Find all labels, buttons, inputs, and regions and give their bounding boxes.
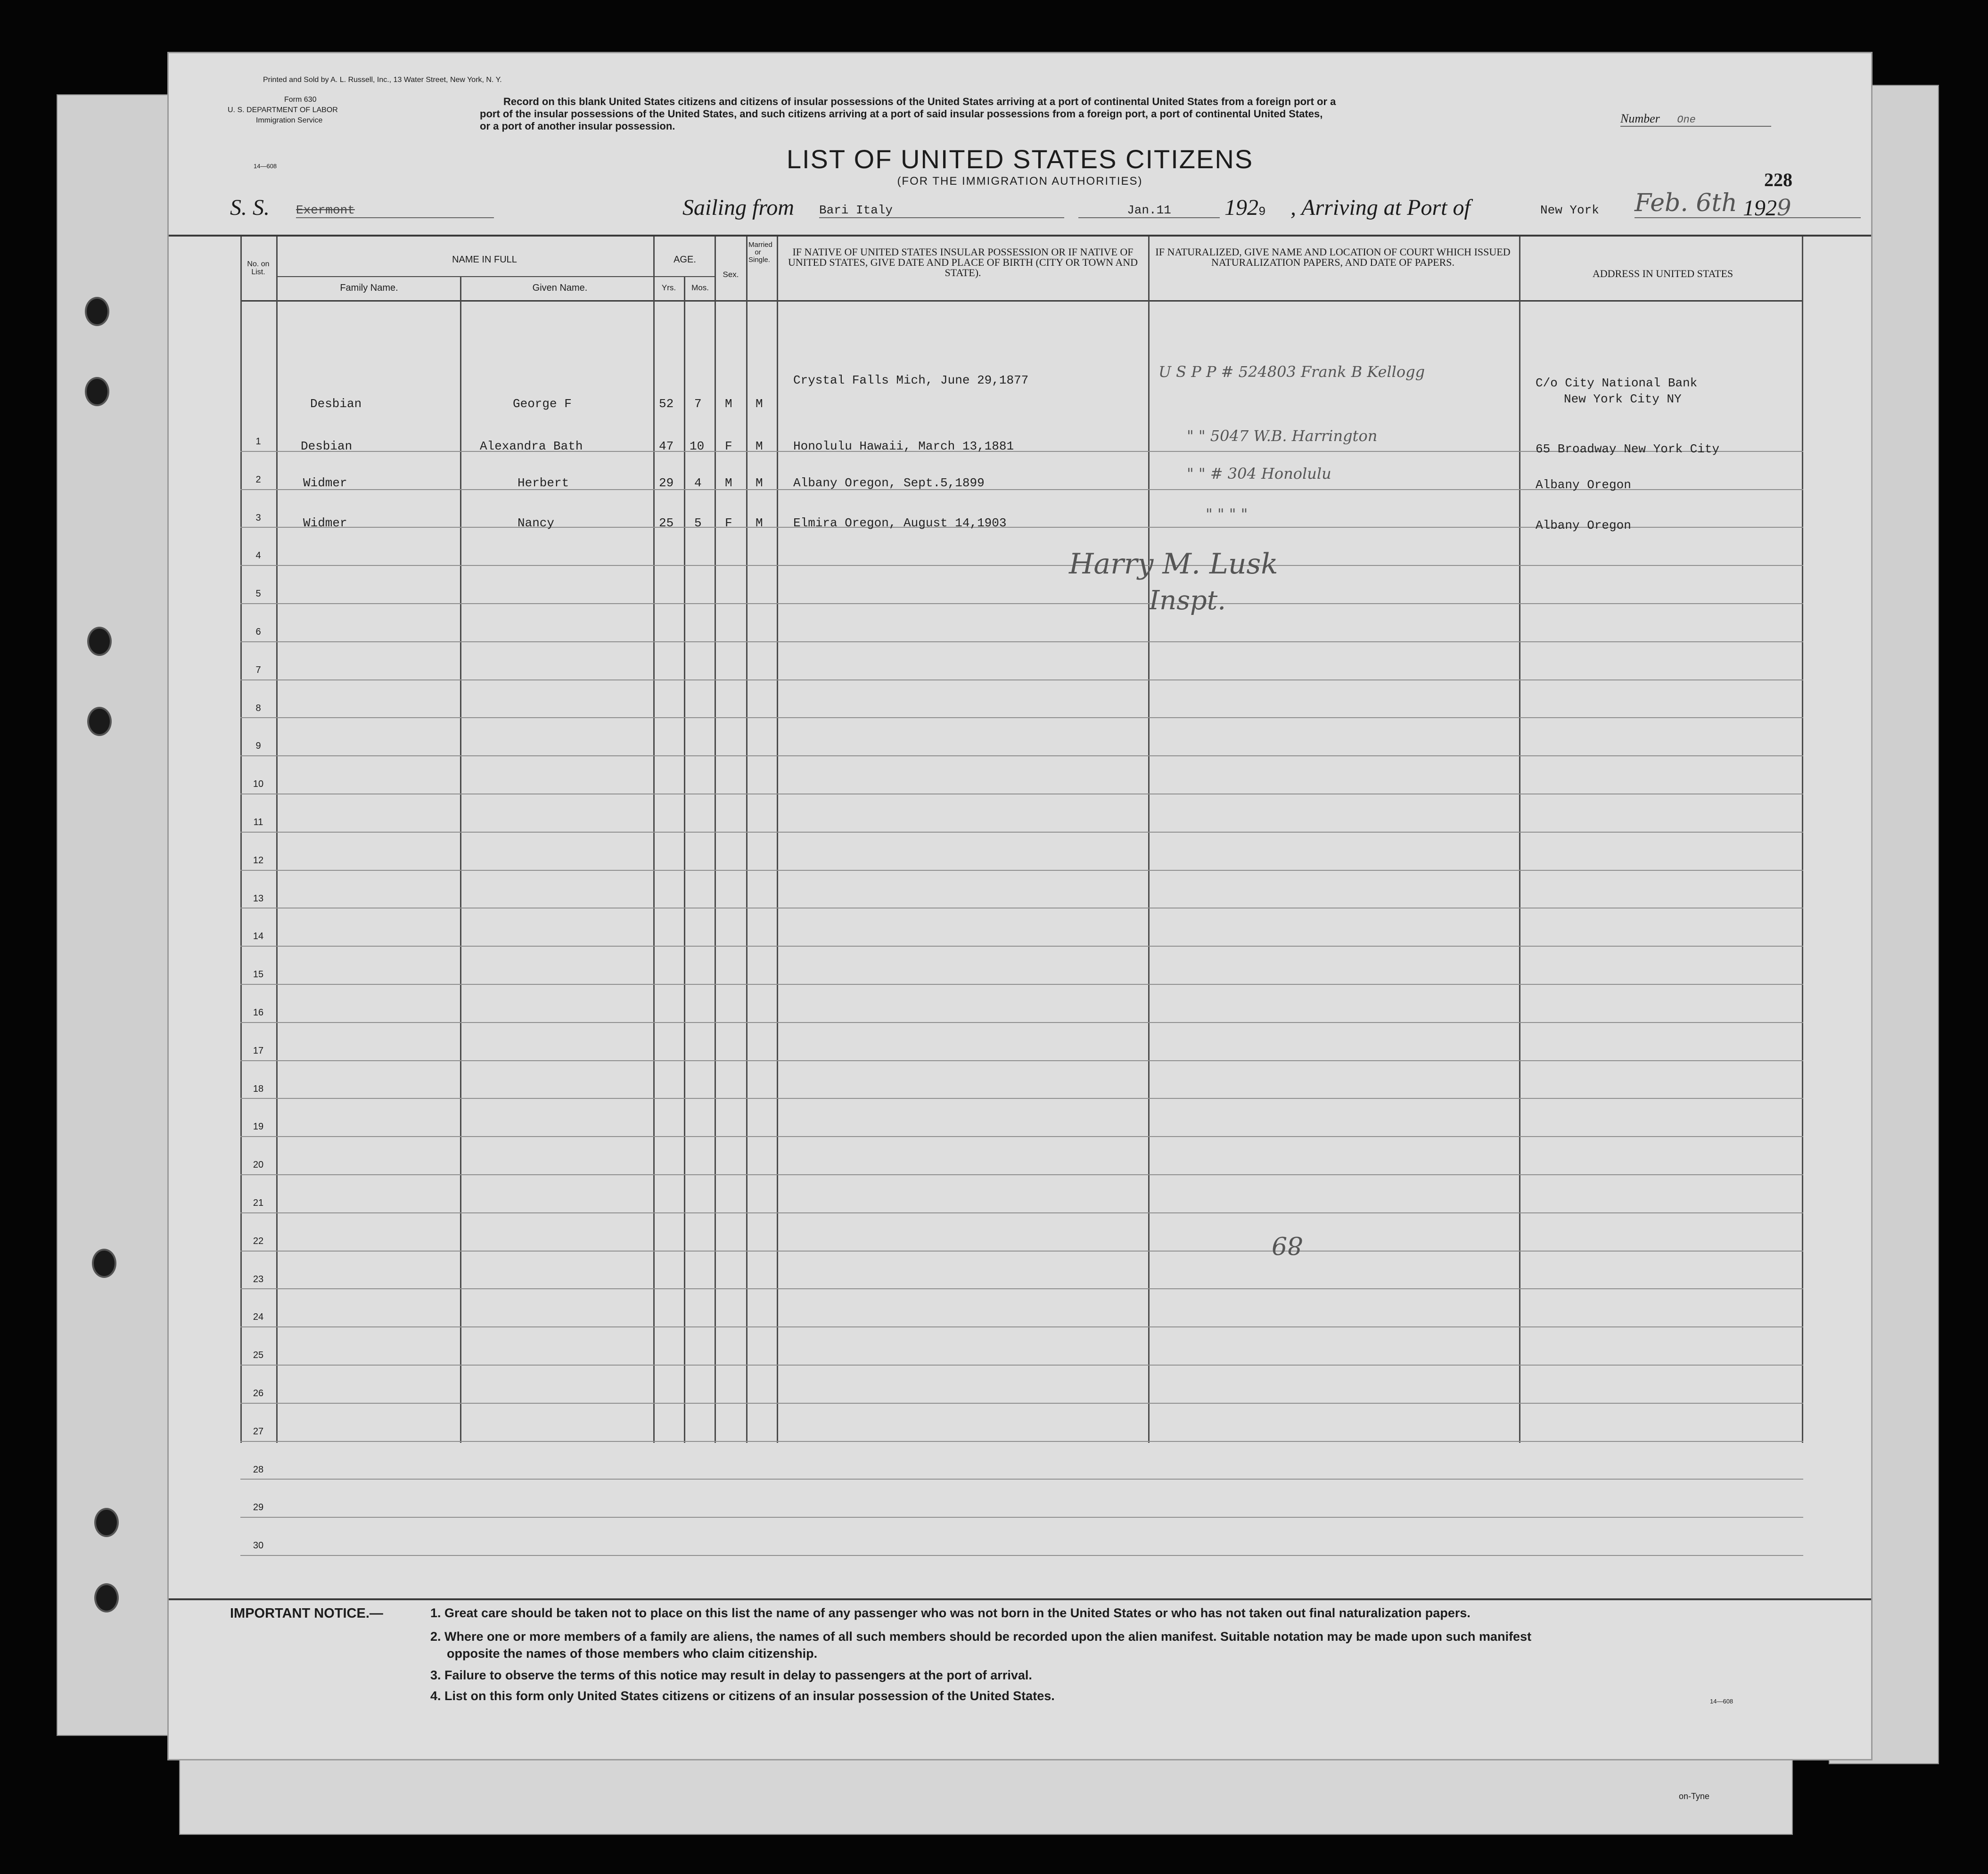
row-rule <box>240 1555 1803 1556</box>
punch-hole <box>85 377 109 406</box>
department: U. S. DEPARTMENT OF LABOR <box>228 106 338 114</box>
col-line <box>276 237 278 1443</box>
row-rule <box>240 946 1803 947</box>
row-rule <box>240 1288 1803 1289</box>
header-name-subline <box>277 276 715 277</box>
sex: M <box>725 476 732 490</box>
col-line <box>240 237 242 1443</box>
row-rule <box>240 1479 1803 1480</box>
sex: M <box>725 397 732 411</box>
under-sheet-left <box>57 94 181 1736</box>
year-suffix-1: 9 <box>1258 205 1266 219</box>
row-number: 27 <box>253 1426 264 1437</box>
row-rule <box>240 717 1803 718</box>
manifest-table <box>169 235 1871 1600</box>
ss-label: S. S. <box>230 195 270 220</box>
number-value: One <box>1677 114 1696 126</box>
port-from: Bari Italy <box>819 203 1064 218</box>
row-rule <box>240 1212 1803 1213</box>
page-subtitle: (FOR THE IMMIGRATION AUTHORITIES) <box>897 175 1143 188</box>
row-rule <box>240 1098 1803 1099</box>
naturalization: U S P P # 524803 Frank B Kellogg <box>1158 363 1425 381</box>
notice-heading: IMPORTANT NOTICE.— <box>230 1606 383 1621</box>
row-number: 1 <box>255 436 261 447</box>
form-code-top: 14—608 <box>254 163 277 170</box>
header-naturalized: IF NATURALIZED, GIVE NAME AND LOCATION OF COURT WHICH ISSUED NATURALIZATION PAPERS, AND DATE OF PAPERS. <box>1155 246 1511 268</box>
address-line-1: C/o City National Bank <box>1536 376 1698 390</box>
address-line-1: Albany Oregon <box>1536 478 1631 492</box>
marital-status: M <box>756 439 763 453</box>
instructions-line-3: or a port of another insular possession. <box>480 120 675 132</box>
year-2 <box>1743 195 1791 221</box>
inspector-signature: Harry M. Lusk <box>1069 548 1278 581</box>
row-number: 29 <box>253 1502 264 1513</box>
row-rule <box>240 1326 1803 1327</box>
row-number: 25 <box>253 1350 264 1361</box>
address-line-1: 65 Broadway New York City <box>1536 442 1720 456</box>
row-number: 14 <box>253 931 264 942</box>
row-number: 10 <box>253 779 264 790</box>
instructions-line-2: port of the insular possessions of the United States, and such citizens arriving at a port of said insular possessions from a foreign port, a port of continental United States, <box>480 108 1323 120</box>
notice-item-4: 4. List on this form only United States citizens or citizens of an insular possession of the United States. <box>430 1689 1055 1703</box>
port-to: New York <box>1540 203 1599 217</box>
stray-mark: 89 <box>1272 1231 1303 1259</box>
notice-item-1: 1. Great care should be taken not to place on this list the name of any passenger who was not born in the United States or who has not taken out final naturalization papers. <box>430 1606 1470 1620</box>
col-line <box>1148 237 1150 1443</box>
naturalization: " " " " <box>1206 505 1248 523</box>
row-rule <box>240 1441 1803 1442</box>
row-rule <box>240 870 1803 871</box>
row-number: 4 <box>255 550 261 561</box>
page-title: LIST OF UNITED STATES CITIZENS <box>786 144 1254 174</box>
row-number: 20 <box>253 1160 264 1170</box>
instructions-line-1: Record on this blank United States citizens and citizens of insular possessions of the United States arriving at a port of continental United States from a foreign port or a <box>503 96 1336 107</box>
row-number: 3 <box>255 512 261 523</box>
header-family-name: Family Name. <box>340 283 398 293</box>
age-mos: 10 <box>690 439 705 453</box>
row-rule <box>240 1403 1803 1404</box>
birth-place-date: Honolulu Hawaii, March 13,1881 <box>793 439 1014 453</box>
row-number: 21 <box>253 1198 264 1208</box>
notice-item-2b: opposite the names of those members who claim citizenship. <box>447 1646 818 1661</box>
row-rule <box>240 984 1803 985</box>
row-rule <box>240 603 1803 604</box>
row-number: 15 <box>253 969 264 980</box>
row-number: 24 <box>253 1312 264 1323</box>
row-number: 6 <box>255 627 261 637</box>
family-name: Widmer <box>303 516 347 530</box>
number-label: Number <box>1620 112 1660 125</box>
row-number: 19 <box>253 1121 264 1132</box>
naturalization: " " 5047 W.B. Harrington <box>1187 427 1378 445</box>
header-address: ADDRESS IN UNITED STATES <box>1592 268 1733 279</box>
row-number: 8 <box>255 703 261 713</box>
given-name: George F <box>513 397 572 411</box>
row-number: 5 <box>255 589 261 599</box>
form-code-bottom: 14—608 <box>1710 1698 1733 1705</box>
year-1 <box>1224 195 1266 221</box>
arriving-label: , Arriving at Port of <box>1290 195 1470 220</box>
punch-hole <box>92 1249 116 1278</box>
row-number: 23 <box>253 1274 264 1285</box>
age-yrs: 52 <box>659 397 674 411</box>
marital-status: M <box>756 516 763 530</box>
row-rule <box>240 1365 1803 1366</box>
row-number: 22 <box>253 1236 264 1246</box>
age-yrs: 47 <box>659 439 674 453</box>
col-line <box>715 237 716 1443</box>
header-no-on-list: No. on List. <box>247 260 270 276</box>
voyage-line <box>230 189 1842 228</box>
punch-hole <box>87 707 112 736</box>
printer-line: Printed and Sold by A. L. Russell, Inc., 13 Water Street, New York, N. Y. <box>263 76 502 84</box>
given-name: Herbert <box>518 476 569 490</box>
header-sex: Sex. <box>723 270 739 279</box>
row-rule <box>240 679 1803 680</box>
age-mos: 4 <box>694 476 702 490</box>
row-rule <box>240 1136 1803 1137</box>
service: Immigration Service <box>256 116 323 124</box>
punch-hole <box>87 627 112 656</box>
row-number: 11 <box>253 817 263 827</box>
row-rule <box>240 1060 1803 1061</box>
age-mos: 7 <box>694 397 702 411</box>
family-name: Desbian <box>310 397 362 411</box>
row-number: 16 <box>253 1007 264 1018</box>
row-rule <box>240 755 1803 756</box>
sailing-label: Sailing from <box>682 195 794 220</box>
given-name: Alexandra Bath <box>480 439 583 453</box>
row-rule <box>240 1251 1803 1252</box>
header-given-name: Given Name. <box>532 283 588 293</box>
header-bottom-line <box>242 300 1802 302</box>
year-prefix-1: 192 <box>1224 195 1258 220</box>
year-suffix-2: 9 <box>1777 195 1791 221</box>
col-line <box>653 237 655 1443</box>
row-number: 26 <box>253 1388 264 1399</box>
birth-place-date: Crystal Falls Mich, June 29,1877 <box>793 373 1029 387</box>
notice-item-2a: 2. Where one or more members of a family are aliens, the names of all such members should be recorded upon the alien manifest. Suitable notation may be made upon such manifest <box>430 1629 1532 1644</box>
row-rule <box>240 1022 1803 1023</box>
page-number: 228 <box>1764 169 1792 190</box>
ship-name: Exermont <box>296 203 494 218</box>
sail-date: Jan.11 <box>1078 203 1220 218</box>
header-age: AGE. <box>674 254 696 265</box>
form-number: Form 630 <box>284 96 317 104</box>
row-number: 9 <box>255 741 261 752</box>
address-line-2: New York City NY <box>1564 392 1682 406</box>
marital-status: M <box>756 397 763 411</box>
sex: F <box>725 516 732 530</box>
birth-place-date: Albany Oregon, Sept.5,1899 <box>793 476 985 490</box>
age-yrs: 25 <box>659 516 674 530</box>
arrival-date: Feb. 6th <box>1635 189 1861 218</box>
header-yrs: Yrs. <box>661 283 676 292</box>
row-rule <box>240 641 1803 642</box>
row-number: 17 <box>253 1045 264 1056</box>
row-number: 18 <box>253 1083 264 1094</box>
col-line <box>1519 237 1520 1443</box>
col-line <box>1802 237 1803 1443</box>
marital-status: M <box>756 476 763 490</box>
age-mos: 5 <box>694 516 702 530</box>
age-yrs: 29 <box>659 476 674 490</box>
row-rule <box>240 565 1803 566</box>
punch-hole <box>94 1508 119 1537</box>
col-line <box>746 237 748 1443</box>
address-line-1: Albany Oregon <box>1536 518 1631 532</box>
row-rule <box>240 832 1803 833</box>
inspector-title: Inspt. <box>1149 585 1226 616</box>
punch-hole <box>94 1583 119 1612</box>
header-married-or-single: Married or Single. <box>748 241 772 264</box>
header-mos: Mos. <box>691 283 709 292</box>
number-field <box>1620 112 1771 127</box>
row-number: 13 <box>253 893 264 904</box>
row-rule <box>240 1174 1803 1175</box>
row-number: 2 <box>255 474 261 485</box>
given-name: Nancy <box>518 516 555 530</box>
naturalization: " " # 304 Honolulu <box>1187 465 1331 483</box>
family-name: Desbian <box>301 439 353 453</box>
notice-item-3: 3. Failure to observe the terms of this notice may result in delay to passengers at the port of arrival. <box>430 1668 1032 1682</box>
row-number: 7 <box>255 664 261 675</box>
row-number: 30 <box>253 1540 264 1551</box>
sex: F <box>725 439 732 453</box>
col-line <box>777 237 778 1443</box>
col-line <box>684 277 685 1443</box>
punch-hole <box>85 297 109 326</box>
under-sheet-text-2: on-Tyne <box>1679 1792 1710 1801</box>
year-prefix-2: 192 <box>1743 196 1777 221</box>
birth-place-date: Elmira Oregon, August 14,1903 <box>793 516 1007 530</box>
col-line <box>460 277 461 1443</box>
row-rule <box>240 1517 1803 1518</box>
row-number: 12 <box>253 855 264 866</box>
row-number: 28 <box>253 1464 264 1475</box>
manifest-sheet <box>167 52 1873 1760</box>
family-name: Widmer <box>303 476 347 490</box>
header-name-in-full: NAME IN FULL <box>452 254 517 265</box>
header-birth: IF NATIVE OF UNITED STATES INSULAR POSSESSION OR IF NATIVE OF UNITED STATES, GIVE DATE AND PLACE OF BIRTH (CITY OR TOWN AND STATE). <box>788 246 1138 278</box>
